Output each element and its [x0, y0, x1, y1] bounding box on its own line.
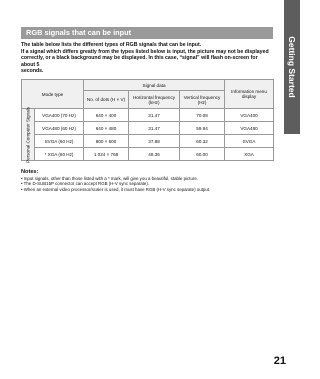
cell-mode: VGA400 (70 Hz)	[35, 109, 84, 122]
cell-dots: 800 × 600	[84, 135, 129, 148]
header-dots: No. of dots (H × V)	[84, 91, 129, 109]
side-tab-label: Getting Started	[287, 36, 297, 98]
notes-title: Notes:	[21, 169, 39, 175]
cell-info: SVGA	[225, 135, 274, 148]
side-tab	[284, 0, 300, 134]
cell-info: XGA	[225, 148, 274, 161]
cell-dots: 1 024 × 768	[84, 148, 129, 161]
cell-hfreq: 31.47	[129, 122, 180, 135]
note-item: • When an external video processor/scaler is used, it must have RGB (H-V sync separate) output.	[21, 186, 211, 192]
cell-vfreq: 60.00	[180, 148, 225, 161]
cell-info: VGA480	[225, 122, 274, 135]
header-mode-type: Mode type	[22, 80, 84, 109]
cell-vfreq: 59.94	[180, 122, 225, 135]
cell-hfreq: 31.47	[129, 109, 180, 122]
notes	[21, 170, 273, 192]
intro-text	[21, 42, 273, 75]
cell-vfreq: 70.08	[180, 109, 225, 122]
cell-vfreq: 60.32	[180, 135, 225, 148]
cell-mode: SVGA (60 Hz)	[35, 135, 84, 148]
intro-line: The table below lists the different types of RGB signals that can be input.	[21, 42, 202, 48]
table-row	[22, 148, 274, 161]
section-title: RGB signals that can be input	[21, 27, 273, 39]
intro-line: correctly, or a black background may be displayed. In this case, “signal” will flash on-screen for about 5	[21, 55, 258, 68]
cell-mode: * XGA (60 Hz)	[35, 148, 84, 161]
note-item: • The D-SUB15P connector can accept RGB (H-V sync separate).	[21, 181, 150, 187]
page-number: 21	[273, 355, 286, 367]
intro-line: If a signal which differs greatly from the types listed below is input, the picture may not be displayed	[21, 48, 269, 55]
cell-mode: VGA480 (60 Hz)	[35, 122, 84, 135]
header-vfreq: Vertical frequency (Hz)	[180, 91, 225, 109]
header-signal-data: Signal data	[84, 80, 225, 91]
group-label: Personal Computer Signals	[25, 106, 31, 163]
cell-dots: 640 × 480	[84, 122, 129, 135]
note-item: • Input signals, other than those listed with a * mark, will give you a beautiful, stable picture.	[21, 175, 199, 181]
intro-line: seconds.	[21, 68, 44, 75]
table-row	[22, 135, 274, 148]
header-info-menu: Information menu display	[225, 80, 274, 109]
table-row	[22, 122, 274, 135]
rgb-signal-table	[21, 79, 273, 161]
cell-info: VGA400	[225, 109, 274, 122]
header-hfreq: Horizontal frequency (kHz)	[129, 91, 180, 109]
cell-hfreq: 48.36	[129, 148, 180, 161]
cell-dots: 640 × 400	[84, 109, 129, 122]
group-cell	[22, 106, 35, 163]
cell-hfreq: 37.88	[129, 135, 180, 148]
table-row	[22, 109, 274, 122]
